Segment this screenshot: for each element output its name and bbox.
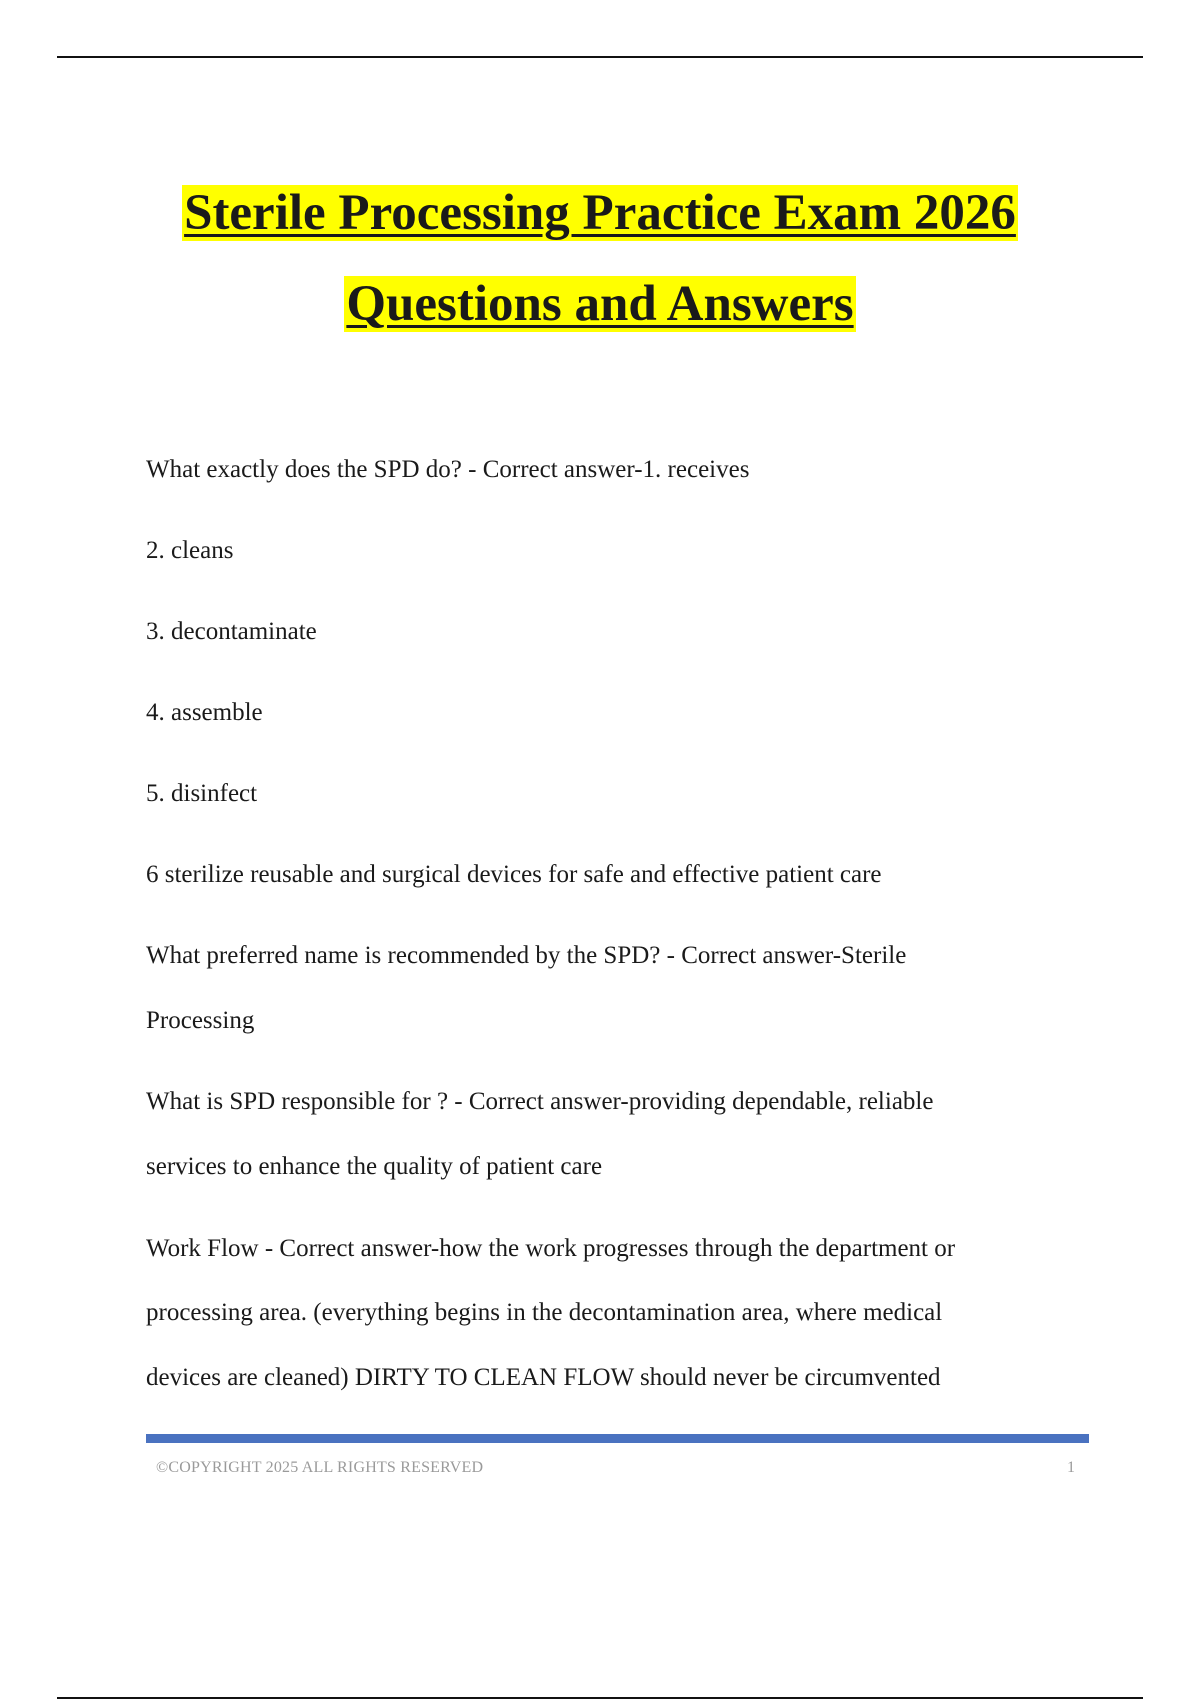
top-rule [57,56,1143,58]
document-title-line-2 [0,273,1200,335]
footer-page-number: 1 [1067,1459,1076,1476]
answer-list-item-2: 2. cleans [146,537,234,564]
answer-list-item-5: 5. disinfect [146,780,258,807]
footer-copyright: ©COPYRIGHT 2025 ALL RIGHTS RESERVED [156,1459,484,1476]
question-2-line-2: Processing [146,1007,255,1034]
question-4-line-1: Work Flow - Correct answer-how the work progresses through the department or [146,1235,956,1262]
question-4-line-3: devices are cleaned) DIRTY TO CLEAN FLOW should never be circumvented [146,1364,941,1391]
footer-divider-bar [146,1434,1089,1443]
question-4-line-2: processing area. (everything begins in the decontamination area, where medical [146,1299,943,1326]
answer-list-item-3: 3. decontaminate [146,618,317,645]
document-title-line-1 [0,182,1200,244]
bottom-rule [57,1697,1143,1699]
title-highlight-2: Questions and Answers [346,276,854,332]
question-3-line-2: services to enhance the quality of patient care [146,1153,603,1180]
title-highlight-1: Sterile Processing Practice Exam 2026 [184,185,1016,241]
question-1-line: What exactly does the SPD do? - Correct answer-1. receives [146,456,750,483]
question-3-line-1: What is SPD responsible for ? - Correct answer-providing dependable, reliable [146,1088,934,1115]
answer-list-item-6: 6 sterilize reusable and surgical devices for safe and effective patient care [146,861,882,888]
answer-list-item-4: 4. assemble [146,699,263,726]
question-2-line-1: What preferred name is recommended by the SPD? - Correct answer-Sterile [146,942,907,969]
